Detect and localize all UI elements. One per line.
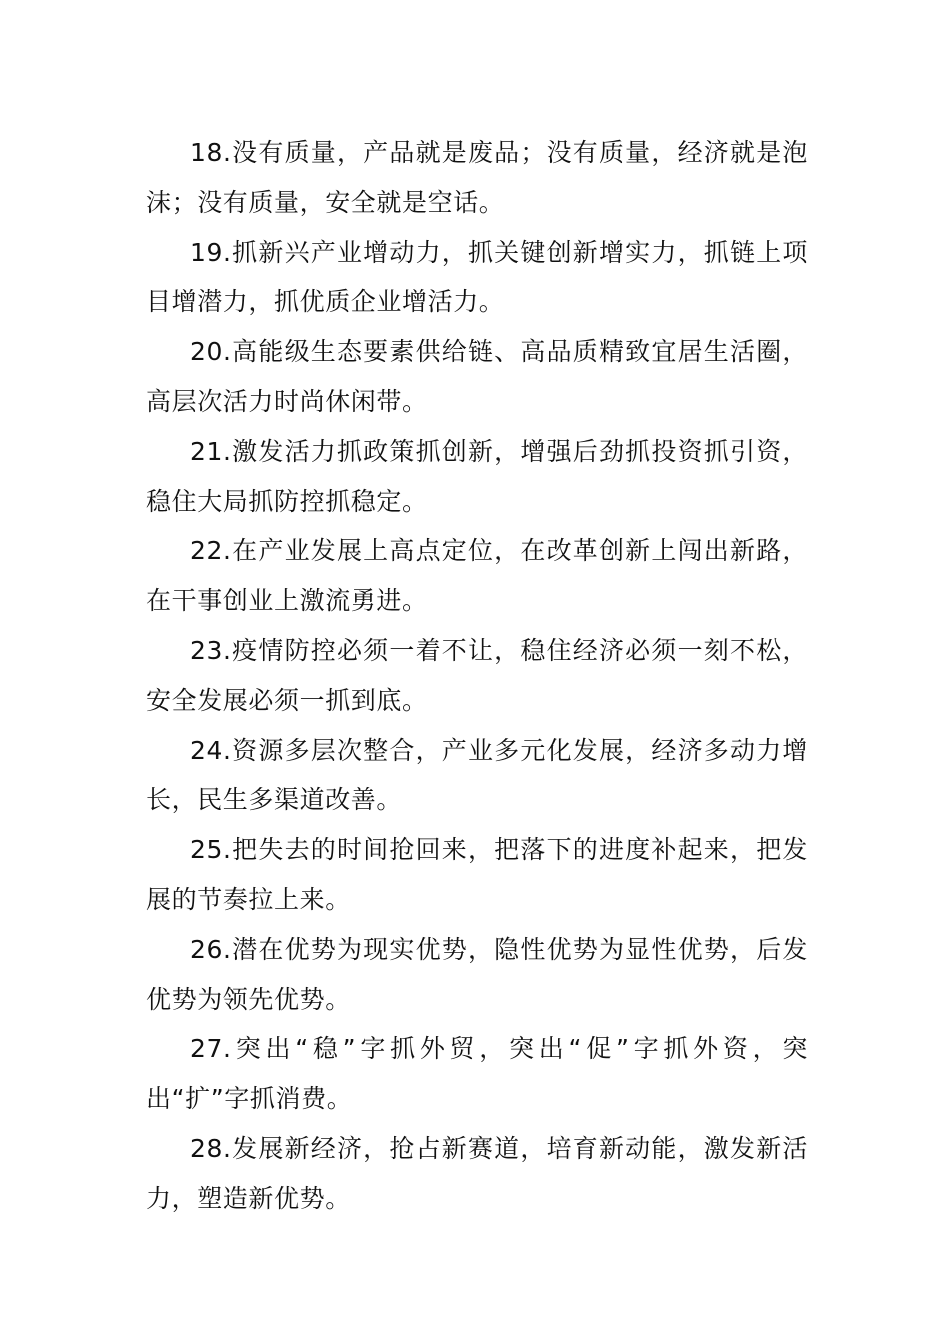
paragraph-22: 22.在产业发展上高点定位，在改革创新上闯出新路，在干事创业上激流勇进。 (146, 536, 808, 616)
paragraph-25: 25.把失去的时间抢回来，把落下的进度补起来，把发展的节奏拉上来。 (146, 835, 808, 914)
paragraph-24: 24.资源多层次整合，产业多元化发展，经济多动力增长，民生多渠道改善。 (146, 735, 808, 815)
paragraph-26: 26.潜在优势为现实优势，隐性优势为显性优势，后发优势为领先优势。 (146, 934, 808, 1014)
paragraph-27: 27.突出“稳”字抓外贸，突出“促”字抓外资，突出“扩”字抓消费。 (146, 1034, 808, 1114)
paragraph-21: 21.激发活力抓政策抓创新，增强后劲抓投资抓引资，稳住大局抓防控抓稳定。 (146, 436, 808, 516)
paragraph-19: 19.抓新兴产业增动力，抓关键创新增实力，抓链上项目增潜力，抓优质企业增活力。 (146, 237, 808, 317)
paragraph-18: 18.没有质量，产品就是废品；没有质量，经济就是泡沫；没有质量，安全就是空话。 (146, 138, 808, 217)
paragraph-23: 23.疫情防控必须一着不让，稳住经济必须一刻不松，安全发展必须一抓到底。 (146, 635, 808, 715)
document-body (146, 128, 808, 1224)
paragraph-20: 20.高能级生态要素供给链、高品质精致宜居生活圈，高层次活力时尚休闲带。 (146, 337, 808, 416)
paragraph-28: 28.发展新经济，抢占新赛道，培育新动能，激发新活力，塑造新优势。 (146, 1133, 808, 1213)
